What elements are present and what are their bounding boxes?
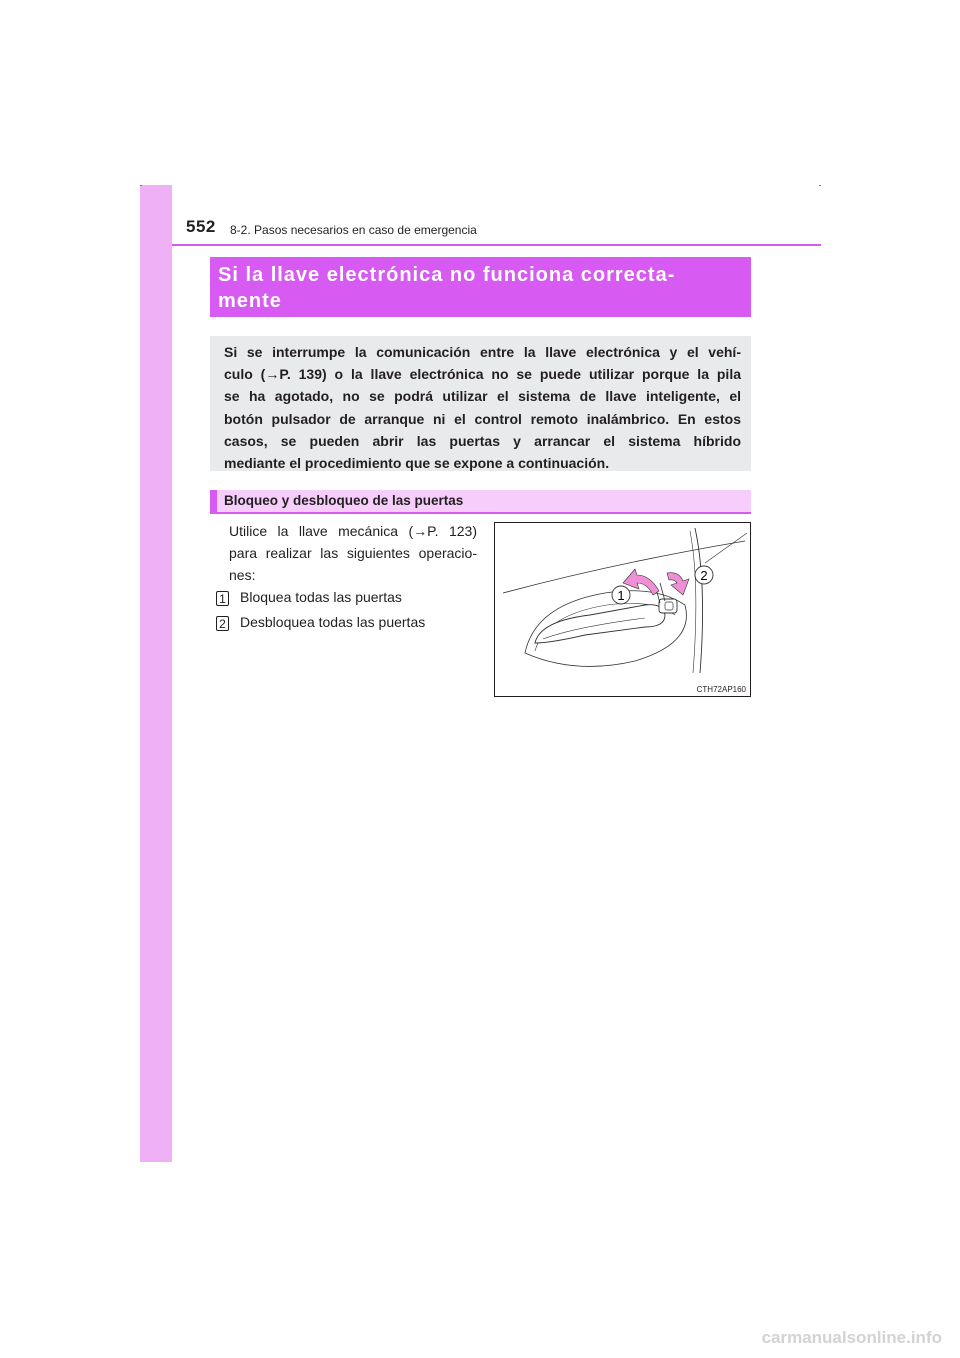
section-title-line: Si la llave electrónica no funciona correcta- [218,264,676,286]
step-item [216,587,402,607]
door-handle-drawing [495,523,750,696]
unlock-arrow-icon [667,573,689,595]
crop-mark [140,185,142,186]
body-line: Utilice la llave mecánica (→P. 123) [229,523,477,539]
intro-line: casos, se pueden abrir las puertas y arrancar el sistema híbrido [224,432,741,449]
section-title-line: mente [218,290,282,312]
step-item [216,612,425,632]
page-number: 552 [186,217,216,236]
body-line: para realizar las siguientes operacio- [229,545,477,561]
step-text: Desbloquea todas las puertas [240,614,426,630]
step-text: Bloquea todas las puertas [240,589,402,605]
figure-code: CTH72AP160 [696,685,746,694]
intro-line: botón pulsador de arranque ni el control remoto inalámbrico. En estos [224,410,741,427]
body-line: nes: [229,567,256,583]
subsection-heading: Bloqueo y desbloqueo de las puertas [210,490,751,514]
callout-label: 1 [617,588,625,603]
step-number-badge: 1 [216,591,229,606]
header-rule [172,244,821,246]
body-paragraph [229,520,477,586]
door-handle-illustration [494,522,751,697]
section-title [210,257,751,317]
intro-box [210,336,751,471]
intro-line: se ha agotado, no se podrá utilizar el sistema de llave inteligente, el [224,388,741,405]
crop-mark [819,185,821,186]
section-path: 8-2. Pasos necesarios en caso de emergencia [230,223,477,237]
side-color-strip [140,185,172,1162]
watermark: carmanualsonline.info [761,1328,942,1347]
callout-label: 2 [700,568,708,583]
intro-line: culo (→P. 139) o la llave electrónica no se puede utilizar porque la pila [224,366,741,383]
step-number-badge: 2 [216,616,229,631]
intro-line: mediante el procedimiento que se expone a continuación. [224,455,610,472]
intro-line: Si se interrumpe la comunicación entre la llave electrónica y el vehí- [224,344,741,360]
